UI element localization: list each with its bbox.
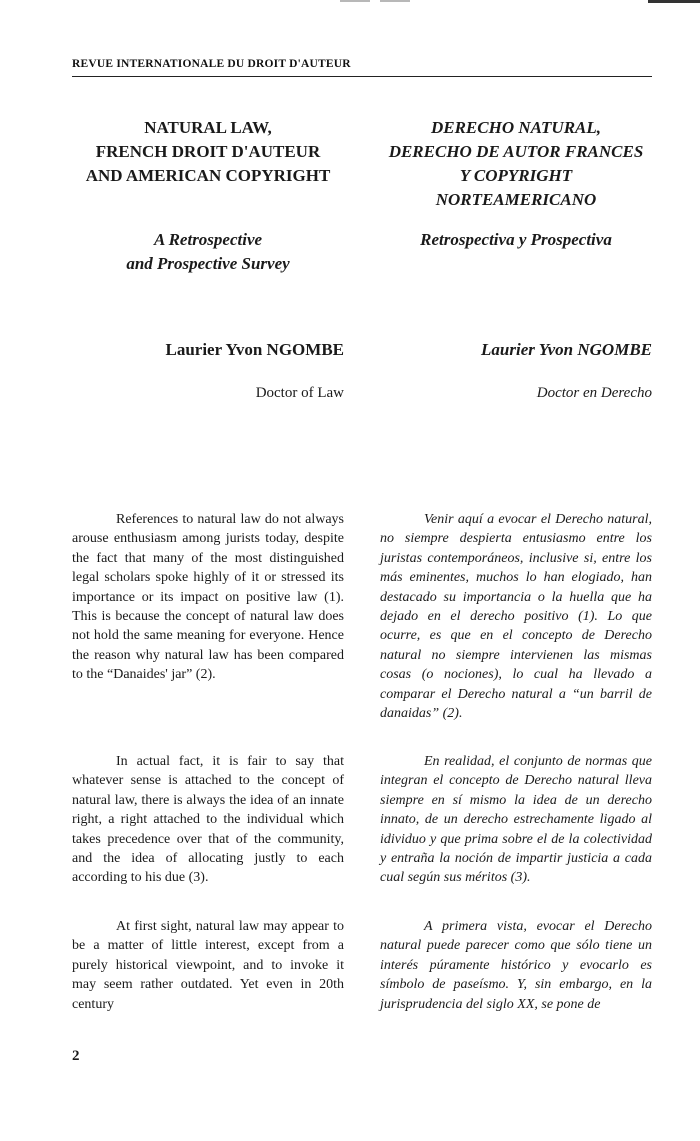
spanish-title-line: NORTEAMERICANO xyxy=(435,190,597,209)
page-number: 2 xyxy=(72,1048,80,1064)
header-rule xyxy=(72,76,652,77)
english-title-line: AND AMERICAN COPYRIGHT xyxy=(85,166,331,185)
scan-mark xyxy=(380,0,410,2)
spanish-subtitle-line: Retrospectiva y Prospectiva xyxy=(420,230,612,249)
english-paragraph-2: In actual fact, it is fair to say that whatever sense is attached to the concept of natural law, there is always the idea of an innate right, a right attached to the individual which takes precedence over that of the community, and the idea of allocating justly to each according to his due (3). xyxy=(72,754,344,886)
spanish-title-line: Y COPYRIGHT xyxy=(459,166,573,185)
english-paragraph-3: At first sight, natural law may appear to be a matter of little interest, except from a purely historical viewpoint, and to invoke it may seem rather outdated. Yet even in 20th century xyxy=(72,919,344,1012)
spanish-author: Laurier Yvon NGOMBE xyxy=(481,340,652,359)
spanish-paragraph-2: En realidad, el conjunto de normas que integran el concepto de Derecho natural lleva siempre en sí mismo la idea de un derecho innato, de un derecho estrechamente ligado al idividuo y que prima sobre el de la colectividad y entraña la noción de impartir justicia a cada cual según sus méritos (3). xyxy=(380,754,652,886)
english-author: Laurier Yvon NGOMBE xyxy=(165,340,344,359)
spanish-degree: Doctor en Derecho xyxy=(536,385,652,401)
scan-mark xyxy=(648,0,700,3)
scan-mark xyxy=(340,0,370,2)
running-head: REVUE INTERNATIONALE DU DROIT D'AUTEUR xyxy=(72,58,351,70)
spanish-title-line: DERECHO NATURAL, xyxy=(430,118,602,137)
english-title-line: FRENCH DROIT D'AUTEUR xyxy=(95,142,321,161)
spanish-paragraph-1: Venir aquí a evocar el Derecho natural, no siempre despierta entusiasmo entre los juristas contemporáneos, inclusive si, entre los más eminentes, muchos lo han elogiado, han destacado su importancia o la huella que ha dejado en el derecho positivo (1). Lo que ocurre, es que en el concepto de Derecho natural no siempre intervienen las mismas cosas (o nociones), lo cual ha llevado a comparar el Derecho natural a “un barril de danaidas” (2). xyxy=(380,512,652,722)
spanish-subtitle xyxy=(380,228,652,252)
spanish-paragraph-3: A primera vista, evocar el Derecho natural puede parecer como que sólo tiene un interés púramente histórico y evocarlo es símbolo de paseísmo. Y, sin embargo, en la jurisprudencia del siglo XX, se pone de xyxy=(380,919,652,1012)
english-title-line: NATURAL LAW, xyxy=(144,118,272,137)
english-subtitle xyxy=(72,228,344,276)
english-degree: Doctor of Law xyxy=(255,385,344,401)
english-paragraph-1: References to natural law do not always arouse enthusiasm among jurists today, despite the fact that many of the most distinguished legal scholars spoke highly of it or stressed its importance or its impact on positive law (1). This is because the concept of natural law does not hold the same meaning for everyone. Hence the reason why natural law has been compared to the “Danaides' jar” (2). xyxy=(72,512,344,683)
english-title xyxy=(72,116,344,188)
english-subtitle-line: A Retrospective xyxy=(153,230,263,249)
english-subtitle-line: and Prospective Survey xyxy=(126,254,290,273)
spanish-title xyxy=(380,116,652,212)
spanish-title-line: DERECHO DE AUTOR FRANCES xyxy=(388,142,644,161)
